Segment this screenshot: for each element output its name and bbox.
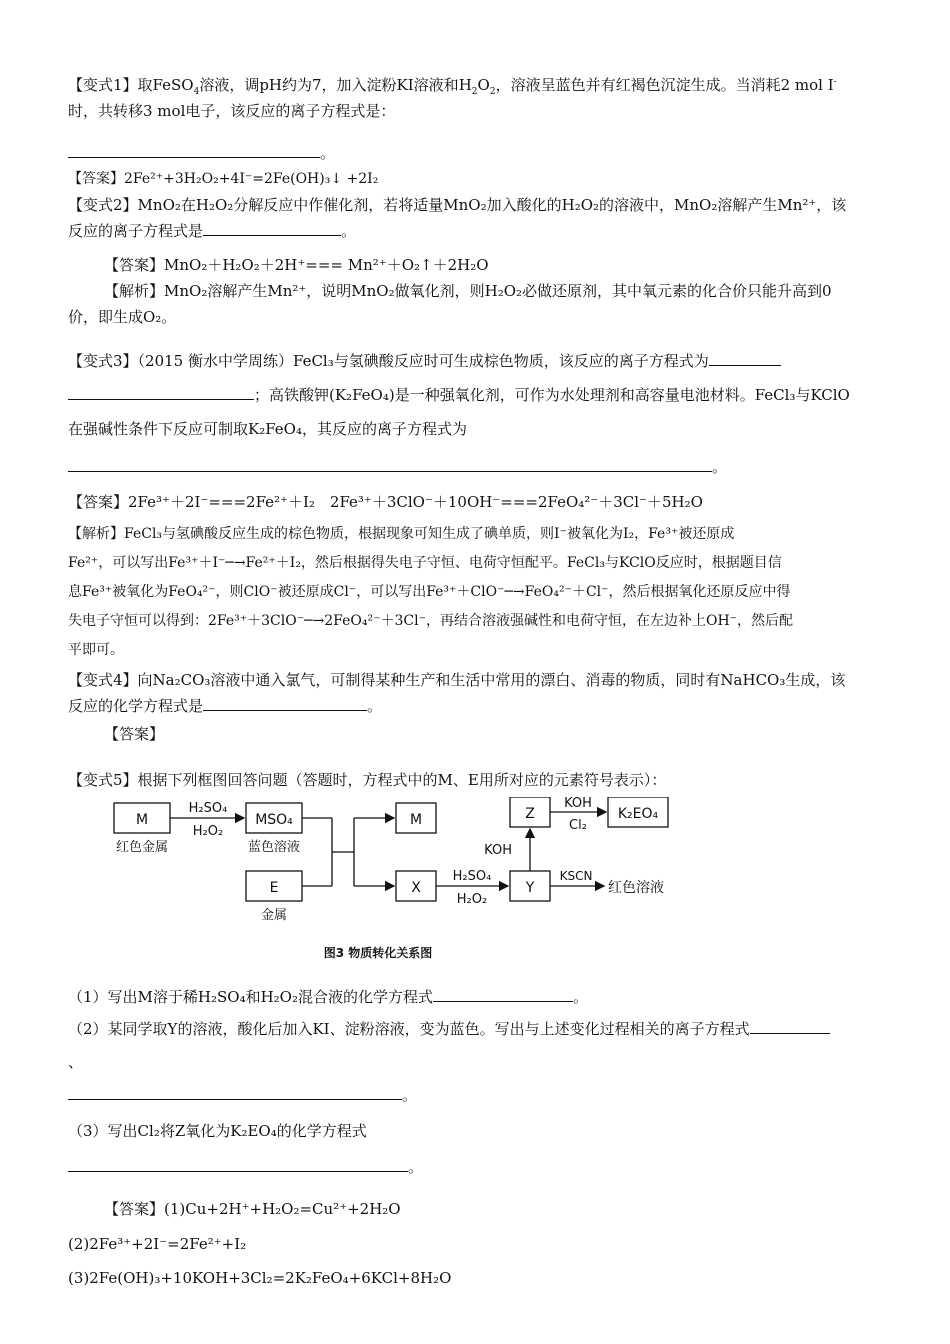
- label-x: X: [411, 880, 421, 896]
- diagram-caption: 图3 物质转化关系图: [323, 946, 433, 960]
- variant-2-explanation-line2: 价，即生成O₂。: [68, 308, 177, 326]
- variant-5-answer-3: (3)2Fe(OH)₃+10KOH+3Cl₂=2K₂FeO₄+6KCl+8H₂O: [68, 1269, 452, 1287]
- label-y: Y: [525, 880, 535, 896]
- variant-3-answer: 【答案】2Fe³⁺＋2I⁻===2Fe²⁺＋I₂ 2Fe³⁺＋3ClO⁻＋10OH⁻===2FeO₄²⁻＋3Cl⁻＋5H₂O: [68, 493, 703, 511]
- variant-5: [68, 767, 888, 1295]
- reagent-koh-up: KOH: [484, 843, 512, 858]
- reagent-x-h2so4: H₂SO₄: [452, 869, 492, 884]
- variant-3-explanation-line3: 息Fe³⁺被氧化为FeO₄²⁻，则ClO⁻被还原成Cl⁻，可以写出Fe³⁺＋ClO⁻─→FeO₄²⁻＋Cl⁻，然后根据氧化还原反应中得: [68, 584, 791, 600]
- answer-blank-line[interactable]: [709, 349, 781, 366]
- label-red-metal: 红色金属: [115, 840, 169, 855]
- period: 。: [712, 458, 728, 476]
- text: 【变式3】（2015 衡水中学周练）FeCl₃与氢碘酸反应时可生成棕色物质，该反应的离子方程式为: [68, 352, 709, 370]
- subscript: 2: [489, 87, 496, 97]
- variant-3-answer-blank: [68, 450, 888, 484]
- variant-3: [68, 344, 888, 665]
- variant-5-part-3-blank: [68, 1151, 888, 1183]
- period: 。: [367, 697, 383, 715]
- reagent-x-h2o2: H₂O₂: [456, 892, 488, 907]
- variant-5-answer-2: (2)2Fe³⁺+2I⁻=2Fe²⁺+I₂: [68, 1235, 247, 1253]
- label-red-solution: 红色溶液: [608, 880, 664, 896]
- variant-3-explanation-line4: 失电子守恒可以得到：2Fe³⁺＋3ClO⁻─→2FeO₄²⁻＋3Cl⁻，再结合溶液强碱性和电荷守恒，在左边补上OH⁻，然后配: [68, 613, 794, 629]
- variant-4: [68, 667, 888, 747]
- variant-2-question-line2: [68, 218, 888, 244]
- period: 。: [408, 1158, 424, 1176]
- variant-1-question-line1: [68, 72, 888, 98]
- text: 【变式1】取FeSO: [68, 76, 194, 94]
- answer-blank-line[interactable]: [68, 1083, 402, 1100]
- reagent-z-koh: KOH: [564, 797, 592, 811]
- variant-4-question-line2: [68, 693, 888, 719]
- variant-4-answer: 【答案】: [104, 725, 165, 743]
- variant-5-part-3: （3）写出Cl₂将Z氧化为K₂EO₄的化学方程式: [68, 1122, 367, 1140]
- label-k2eo4: K₂EO₄: [617, 806, 659, 822]
- variant-3-explanation-line5: 平即可。: [68, 642, 124, 658]
- variant-5-part-1: [68, 981, 888, 1013]
- reaction-flow-diagram: [108, 797, 708, 967]
- text: （2）某同学取Y的溶液，酸化后加入KI、淀粉溶液，变为蓝色。写出与上述变化过程相关的离子方程式: [68, 1020, 750, 1038]
- variant-2-answer: 【答案】MnO₂＋H₂O₂＋2H⁺=== Mn²⁺＋O₂↑＋2H₂O: [104, 256, 489, 274]
- variant-3-question-line1: [68, 344, 888, 378]
- text: ，溶液呈蓝色并有红褐色沉淀生成。当消耗2 mol I: [495, 76, 834, 94]
- reagent-z-cl2: Cl₂: [569, 818, 587, 833]
- label-z: Z: [525, 806, 535, 822]
- reagent-h2o2: H₂O₂: [192, 824, 224, 839]
- variant-4-question-line1: 【变式4】向Na₂CO₃溶液中通入氯气，可制得某种生产和生活中常用的漂白、消毒的物质，同时有NaHCO₃生成，该: [68, 671, 846, 689]
- label-m: M: [135, 812, 149, 828]
- variant-5-answer-1: 【答案】(1)Cu+2H⁺+H₂O₂=Cu²⁺+2H₂O: [104, 1200, 401, 1218]
- diagram-svg: [108, 797, 708, 967]
- label-m2: M: [409, 812, 423, 828]
- answer-blank-line[interactable]: [750, 1017, 830, 1034]
- variant-1: [68, 72, 888, 192]
- variant-5-part-2-separator: 、: [68, 1053, 84, 1071]
- label-e: E: [269, 880, 279, 896]
- variant-2-explanation-line1: 【解析】MnO₂溶解产生Mn²⁺，说明MnO₂做氧化剂，则H₂O₂必做还原剂，其中氧元素的化合价只能升高到0: [104, 282, 832, 300]
- reagent-h2so4: H₂SO₄: [188, 801, 228, 816]
- document-page: [68, 72, 888, 1295]
- variant-1-answer-blank: [68, 140, 888, 166]
- subscript: 4: [193, 87, 200, 97]
- variant-3-explanation-line1: 【解析】FeCl₃与氢碘酸反应生成的棕色物质，根据现象可知生成了碘单质，则I⁻被氧化为I₂，Fe³⁺被还原成: [68, 526, 735, 542]
- period: 。: [402, 1086, 418, 1104]
- variant-5-question: 【变式5】根据下列框图回答问题（答题时，方程式中的M、E用所对应的元素符号表示）：: [68, 771, 667, 789]
- answer-blank-line[interactable]: [68, 141, 320, 158]
- text: 反应的离子方程式是: [68, 222, 204, 240]
- variant-3-explanation-line2: Fe²⁺，可以写出Fe³⁺＋I⁻─→Fe²⁺＋I₂，然后根据得失电子守恒、电荷守恒配平。FeCl₃与KClO反应时，根据题目信: [68, 555, 782, 571]
- subscript: 2: [471, 87, 478, 97]
- text: 反应的化学方程式是: [68, 697, 204, 715]
- text: ；高铁酸钾(K₂FeO₄)是一种强氧化剂，可作为水处理剂和高容量电池材料。FeCl₃与KClO: [254, 386, 850, 404]
- superscript: -: [833, 77, 837, 87]
- variant-2: [68, 192, 888, 330]
- text: 溶液，调pH约为7，加入淀粉KI溶液和H: [199, 76, 472, 94]
- variant-1-answer: 【答案】2Fe²⁺+3H₂O₂+4I⁻=2Fe(OH)₃↓ +2I₂: [68, 171, 379, 187]
- answer-blank-line[interactable]: [203, 219, 341, 236]
- text: （1）写出M溶于稀H₂SO₄和H₂O₂混合液的化学方程式: [68, 988, 433, 1006]
- reagent-kscn: KSCN: [559, 869, 593, 883]
- text: O: [477, 76, 490, 94]
- label-metal: 金属: [260, 908, 288, 923]
- label-mso4: MSO₄: [255, 812, 293, 828]
- answer-blank-line[interactable]: [203, 694, 367, 711]
- period: 。: [573, 988, 589, 1006]
- variant-5-part-2-blank: [68, 1079, 888, 1111]
- label-blue-solution: 蓝色溶液: [247, 840, 301, 855]
- answer-blank-line[interactable]: [68, 383, 254, 400]
- answer-blank-line[interactable]: [68, 1155, 408, 1172]
- variant-2-question-line1: 【变式2】MnO₂在H₂O₂分解反应中作催化剂，若将适量MnO₂加入酸化的H₂O₂的溶液中，MnO₂溶解产生Mn²⁺，该: [68, 196, 847, 214]
- variant-3-question-line3: 在强碱性条件下反应可制取K₂FeO₄，其反应的离子方程式为: [68, 420, 467, 438]
- answer-blank-line[interactable]: [433, 985, 573, 1002]
- variant-5-part-2: [68, 1013, 888, 1045]
- answer-blank-line[interactable]: [68, 455, 712, 472]
- period: 。: [341, 222, 357, 240]
- period: 。: [320, 144, 336, 162]
- variant-1-question-line2: 时，共转移3 mol电子，该反应的离子方程式是：: [68, 102, 396, 120]
- variant-3-question-line2: [68, 378, 888, 412]
